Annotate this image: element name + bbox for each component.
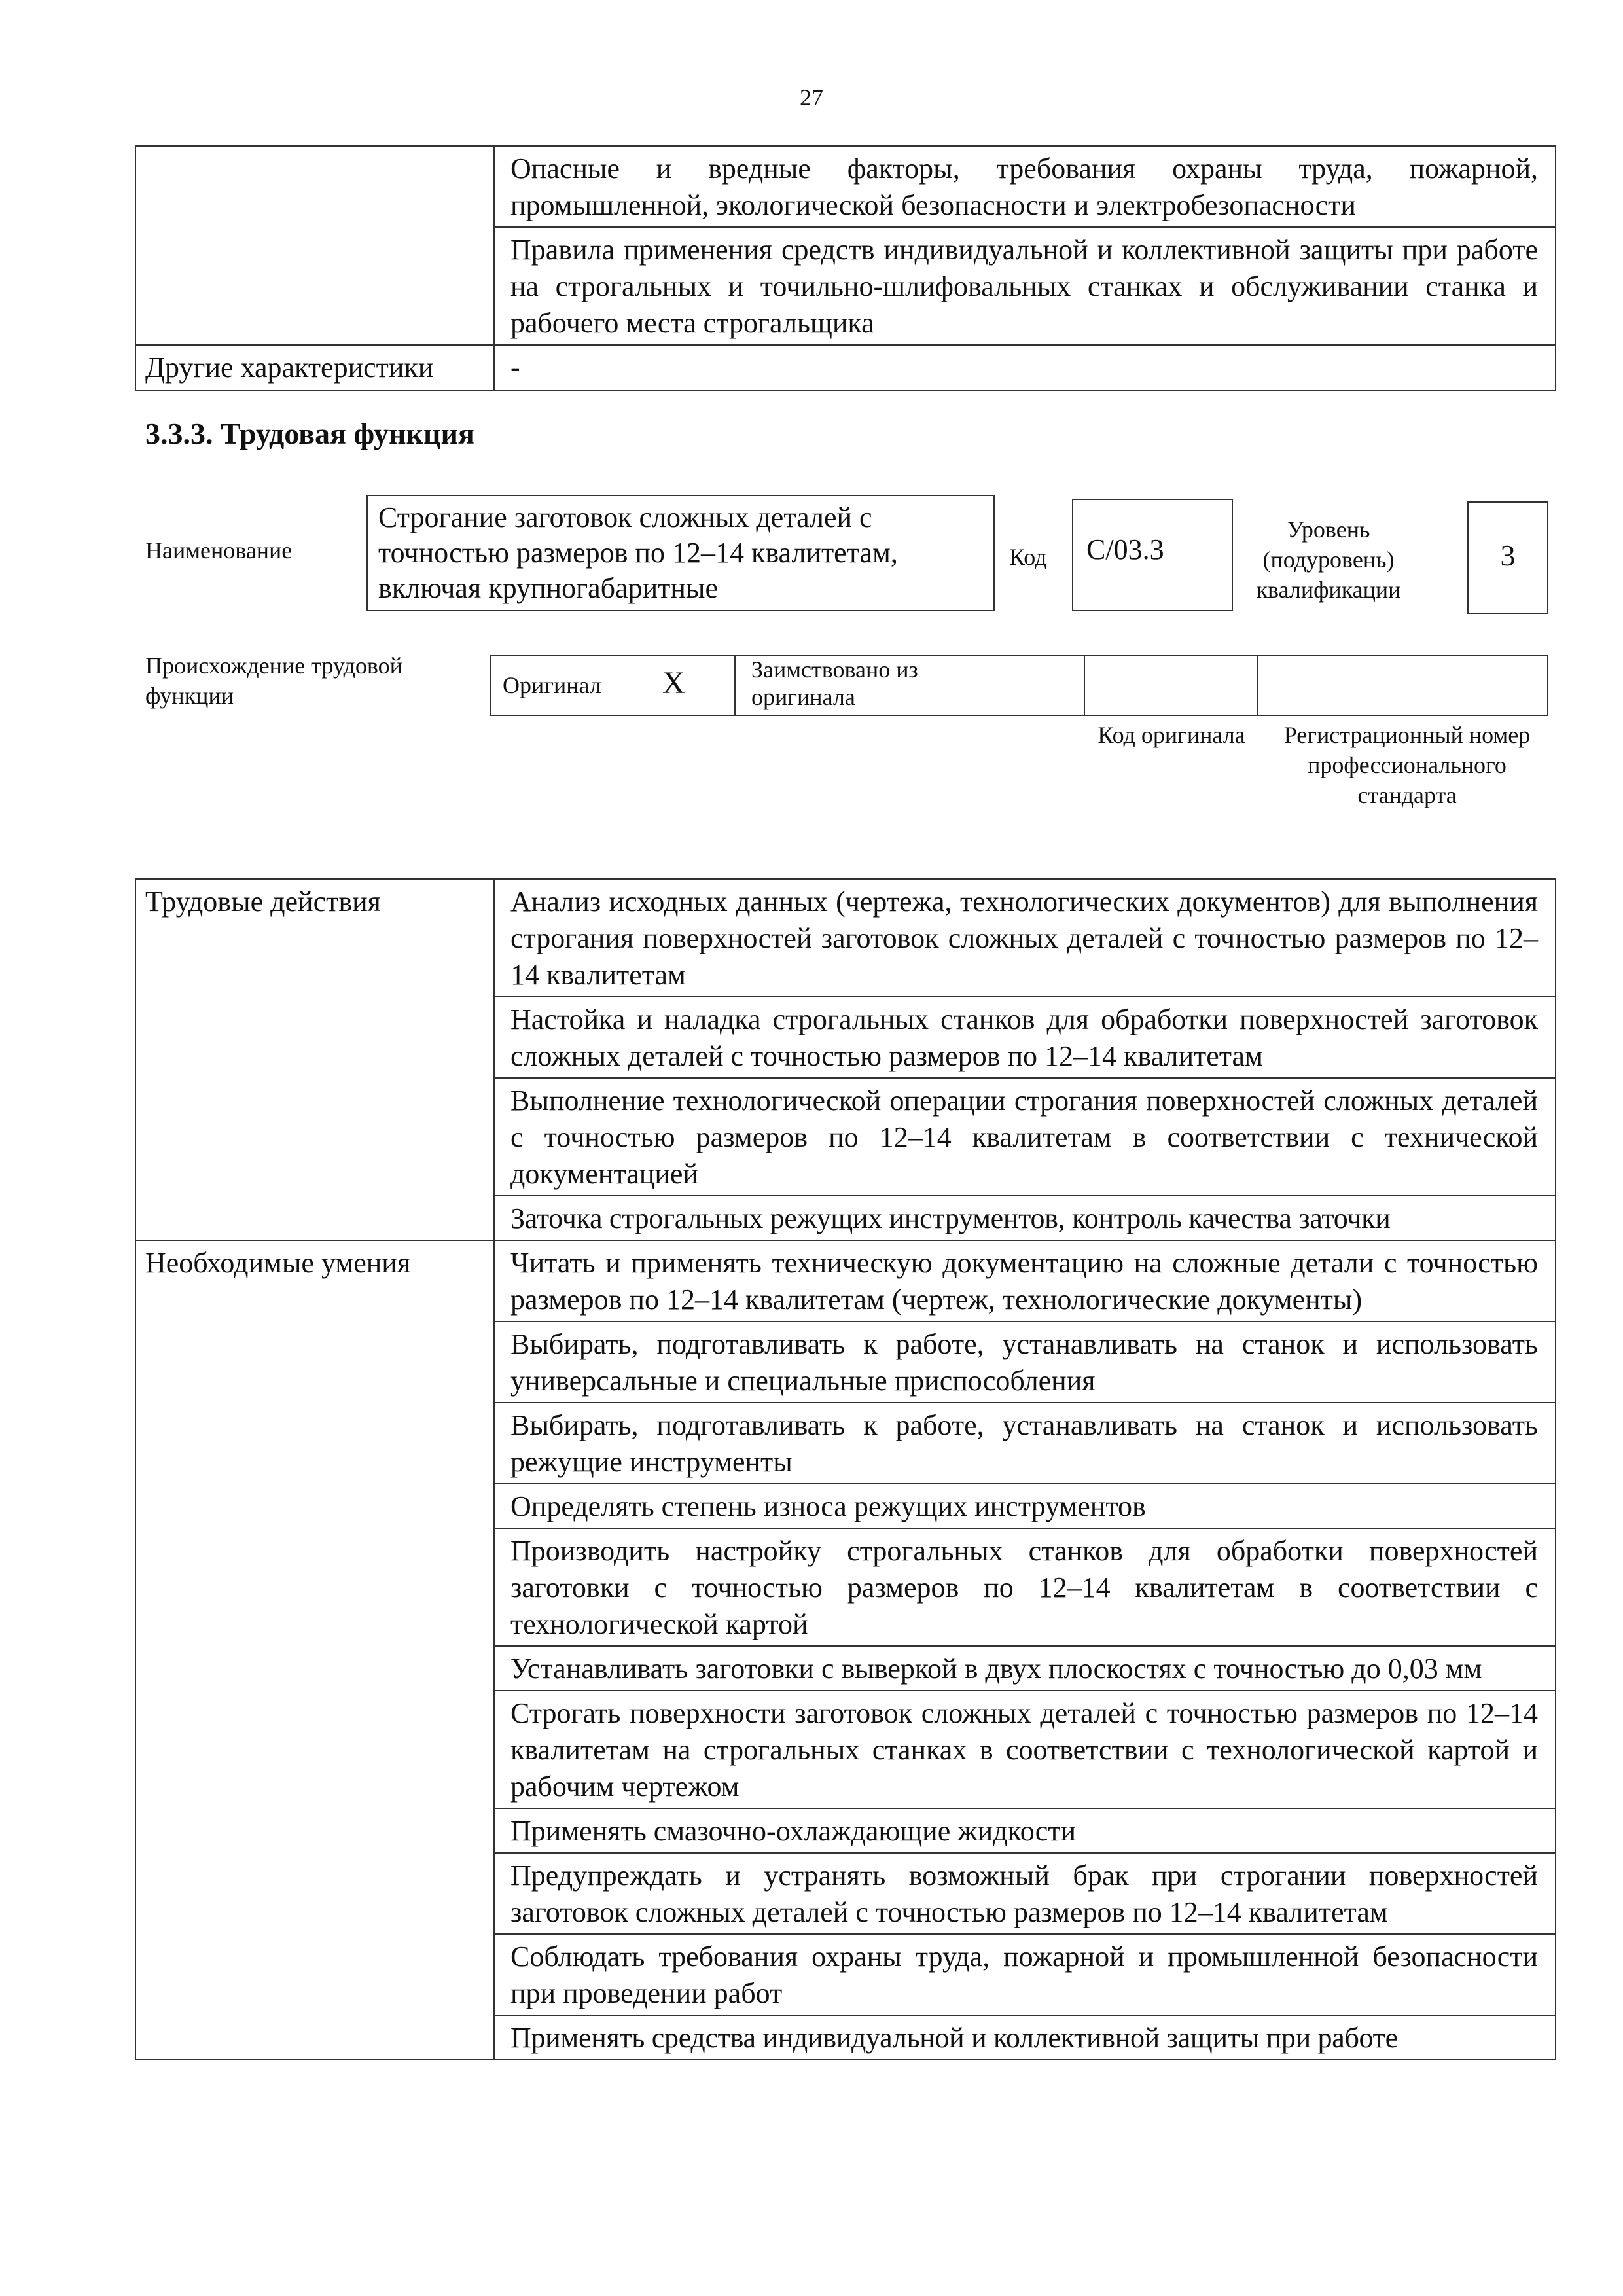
table-row (135, 879, 1556, 997)
original-mark: X (662, 666, 685, 700)
table-row (135, 146, 1556, 227)
skill-item: Производить настройку строгальных станков для обработки поверхностей заготовки с точностью размеров по 12–14 квалитетам в соответствии с технологической картой (494, 1528, 1556, 1646)
borrowed-label: Заимствовано из оригинала (751, 656, 918, 710)
skill-item: Определять степень износа режущих инструментов (494, 1484, 1556, 1528)
origin-box (490, 655, 1548, 716)
code-label: Код (1009, 544, 1047, 570)
action-item: Заточка строгальных режущих инструментов, контроль качества заточки (494, 1196, 1556, 1240)
action-item: Выполнение технологической операции строгания поверхностей сложных деталей с точностью размеров по 12–14 квалитетам в соответствии с технической документацией (494, 1078, 1556, 1196)
skill-item: Соблюдать требования охраны труда, пожарной и промышленной безопасности при проведении работ (494, 1934, 1556, 2015)
skill-item: Выбирать, подготавливать к работе, устанавливать на станок и использовать универсальные и специальные приспособления (494, 1321, 1556, 1403)
skill-item: Устанавливать заготовки с выверкой в двух плоскостях с точностью до 0,03 мм (494, 1646, 1556, 1691)
function-name-box (366, 495, 995, 611)
other-characteristics-value: - (494, 345, 1556, 391)
origin-label: Происхождение трудовой функции (145, 653, 402, 709)
skill-item: Выбирать, подготавливать к работе, устанавливать на станок и использовать режущие инструменты (494, 1403, 1556, 1484)
skill-item: Предупреждать и устранять возможный брак при строгании поверхностей заготовок сложных деталей с точностью размеров по 12–14 квалитетам (494, 1853, 1556, 1934)
level-box (1467, 501, 1548, 614)
table-row (135, 1240, 1556, 1321)
actions-label: Трудовые действия (135, 879, 494, 1240)
level-value: 3 (1500, 539, 1516, 572)
skill-item: Применять смазочно-охлаждающие жидкости (494, 1808, 1556, 1853)
action-item: Настойка и наладка строгальных станков для обработки поверхностей заготовок сложных деталей с точностью размеров по 12–14 квалитетам (494, 997, 1556, 1078)
empty-label-cell (135, 146, 494, 345)
requirement-text: Опасные и вредные факторы, требования охраны труда, пожарной, промышленной, экологической безопасности и электробезопасности (494, 146, 1556, 227)
page-number: 27 (800, 84, 823, 111)
original-label: Оригинал (503, 672, 601, 698)
requirement-text: Правила применения средств индивидуальной и коллективной защиты при работе на строгальных и точильно-шлифовальных станках и обслуживании станка и рабочего места строгальщика (494, 227, 1556, 345)
registration-number-caption: Регистрационный номер профессионального стандарта (1283, 722, 1531, 808)
table-row (135, 345, 1556, 391)
skill-item: Строгать поверхности заготовок сложных деталей с точностью размеров по 12–14 квалитетам на строгальных станках в соответствии с технологической картой и рабочим чертежом (494, 1691, 1556, 1808)
divider (1257, 656, 1258, 715)
divider (1084, 656, 1085, 715)
other-characteristics-label: Другие характеристики (135, 345, 494, 391)
main-table (135, 878, 1556, 2060)
action-item: Анализ исходных данных (чертежа, технологических документов) для выполнения строгания поверхностей заготовок сложных деталей с точностью размеров по 12–14 квалитетам (494, 879, 1556, 997)
skills-label: Необходимые умения (135, 1240, 494, 2060)
skill-item: Читать и применять техническую документацию на сложные детали с точностью размеров по 12–14 квалитетам (чертеж, технологические документы) (494, 1240, 1556, 1321)
section-heading: 3.3.3. Трудовая функция (145, 417, 474, 450)
original-code-caption: Код оригинала (1097, 722, 1245, 748)
divider (734, 656, 736, 715)
function-code: С/03.3 (1086, 533, 1164, 565)
top-table (135, 145, 1556, 391)
code-box (1072, 499, 1233, 611)
name-label: Наименование (145, 537, 293, 564)
level-label: Уровень (подуровень) квалификации (1256, 516, 1401, 603)
skill-item: Применять средства индивидуальной и коллективной защиты при работе (494, 2015, 1556, 2060)
function-name: Строгание заготовок сложных деталей с точностью размеров по 12–14 квалитетам, включая крупногабаритные (378, 501, 898, 604)
